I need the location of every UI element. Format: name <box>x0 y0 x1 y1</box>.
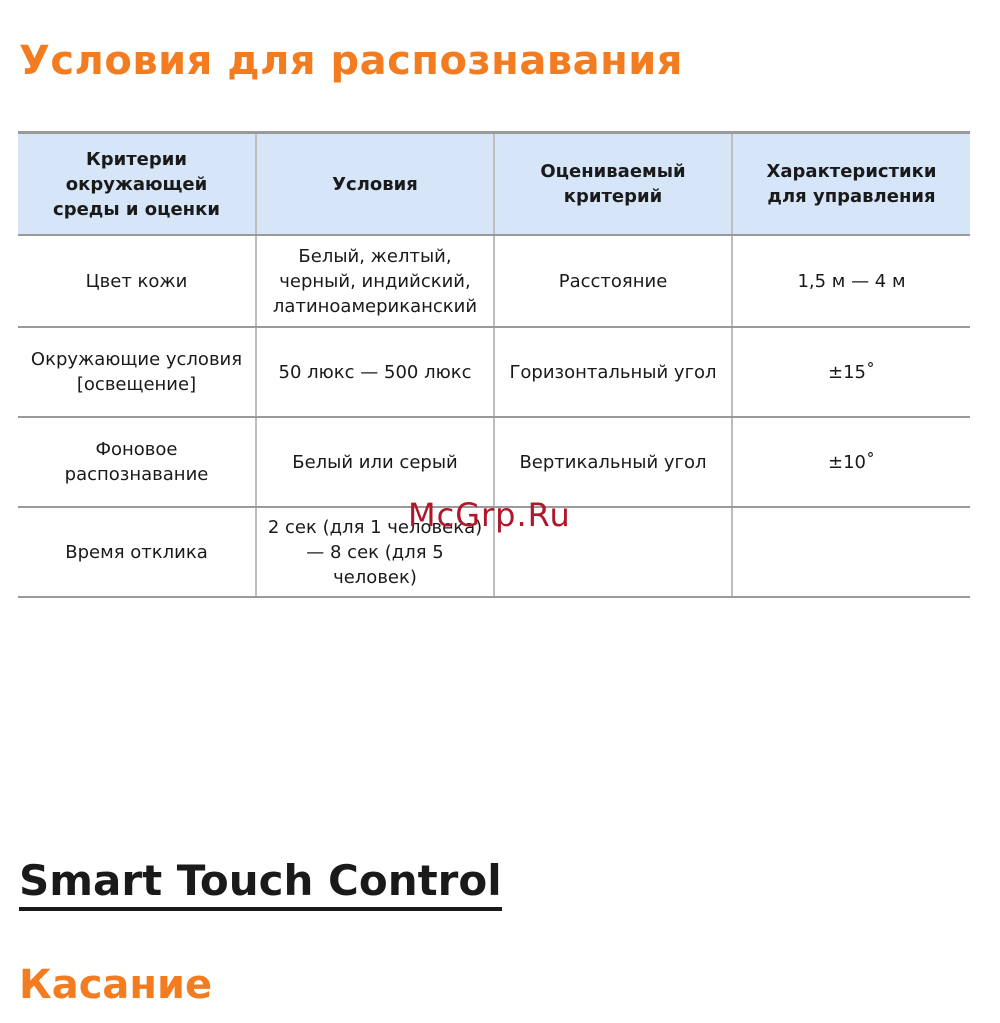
table-cell: Время отклика <box>18 507 256 597</box>
section-title: Условия для распознавания <box>19 38 683 84</box>
table-cell <box>732 507 970 597</box>
table-cell: Фоновое распознавание <box>18 417 256 507</box>
table-cell: Цвет кожи <box>18 235 256 327</box>
table-header: Характеристики для управления <box>732 133 970 236</box>
table-row <box>18 327 970 417</box>
section-heading: Smart Touch Control <box>19 856 502 911</box>
table-cell: Расстояние <box>494 235 732 327</box>
table-header-row <box>18 133 970 236</box>
table-cell: Белый, желтый, черный, индийский, латиноамериканский <box>256 235 494 327</box>
table-row <box>18 417 970 507</box>
table-header: Оцениваемый критерий <box>494 133 732 236</box>
table-cell: ±15˚ <box>732 327 970 417</box>
table-cell: ±10˚ <box>732 417 970 507</box>
table-row <box>18 235 970 327</box>
table-header: Условия <box>256 133 494 236</box>
table-header: Критерии окружающей среды и оценки <box>18 133 256 236</box>
table-cell: Горизонтальный угол <box>494 327 732 417</box>
watermark: McGrp.Ru <box>408 496 571 534</box>
subsection-title: Касание <box>19 962 213 1008</box>
table-cell: Вертикальный угол <box>494 417 732 507</box>
table-cell: 2 сек (для 1 человека) — 8 сек (для 5 человек) <box>256 507 494 597</box>
table-cell: Белый или серый <box>256 417 494 507</box>
table-cell: Окружающие условия [освещение] <box>18 327 256 417</box>
table-cell: 1,5 м — 4 м <box>732 235 970 327</box>
table-cell: 50 люкс — 500 люкс <box>256 327 494 417</box>
